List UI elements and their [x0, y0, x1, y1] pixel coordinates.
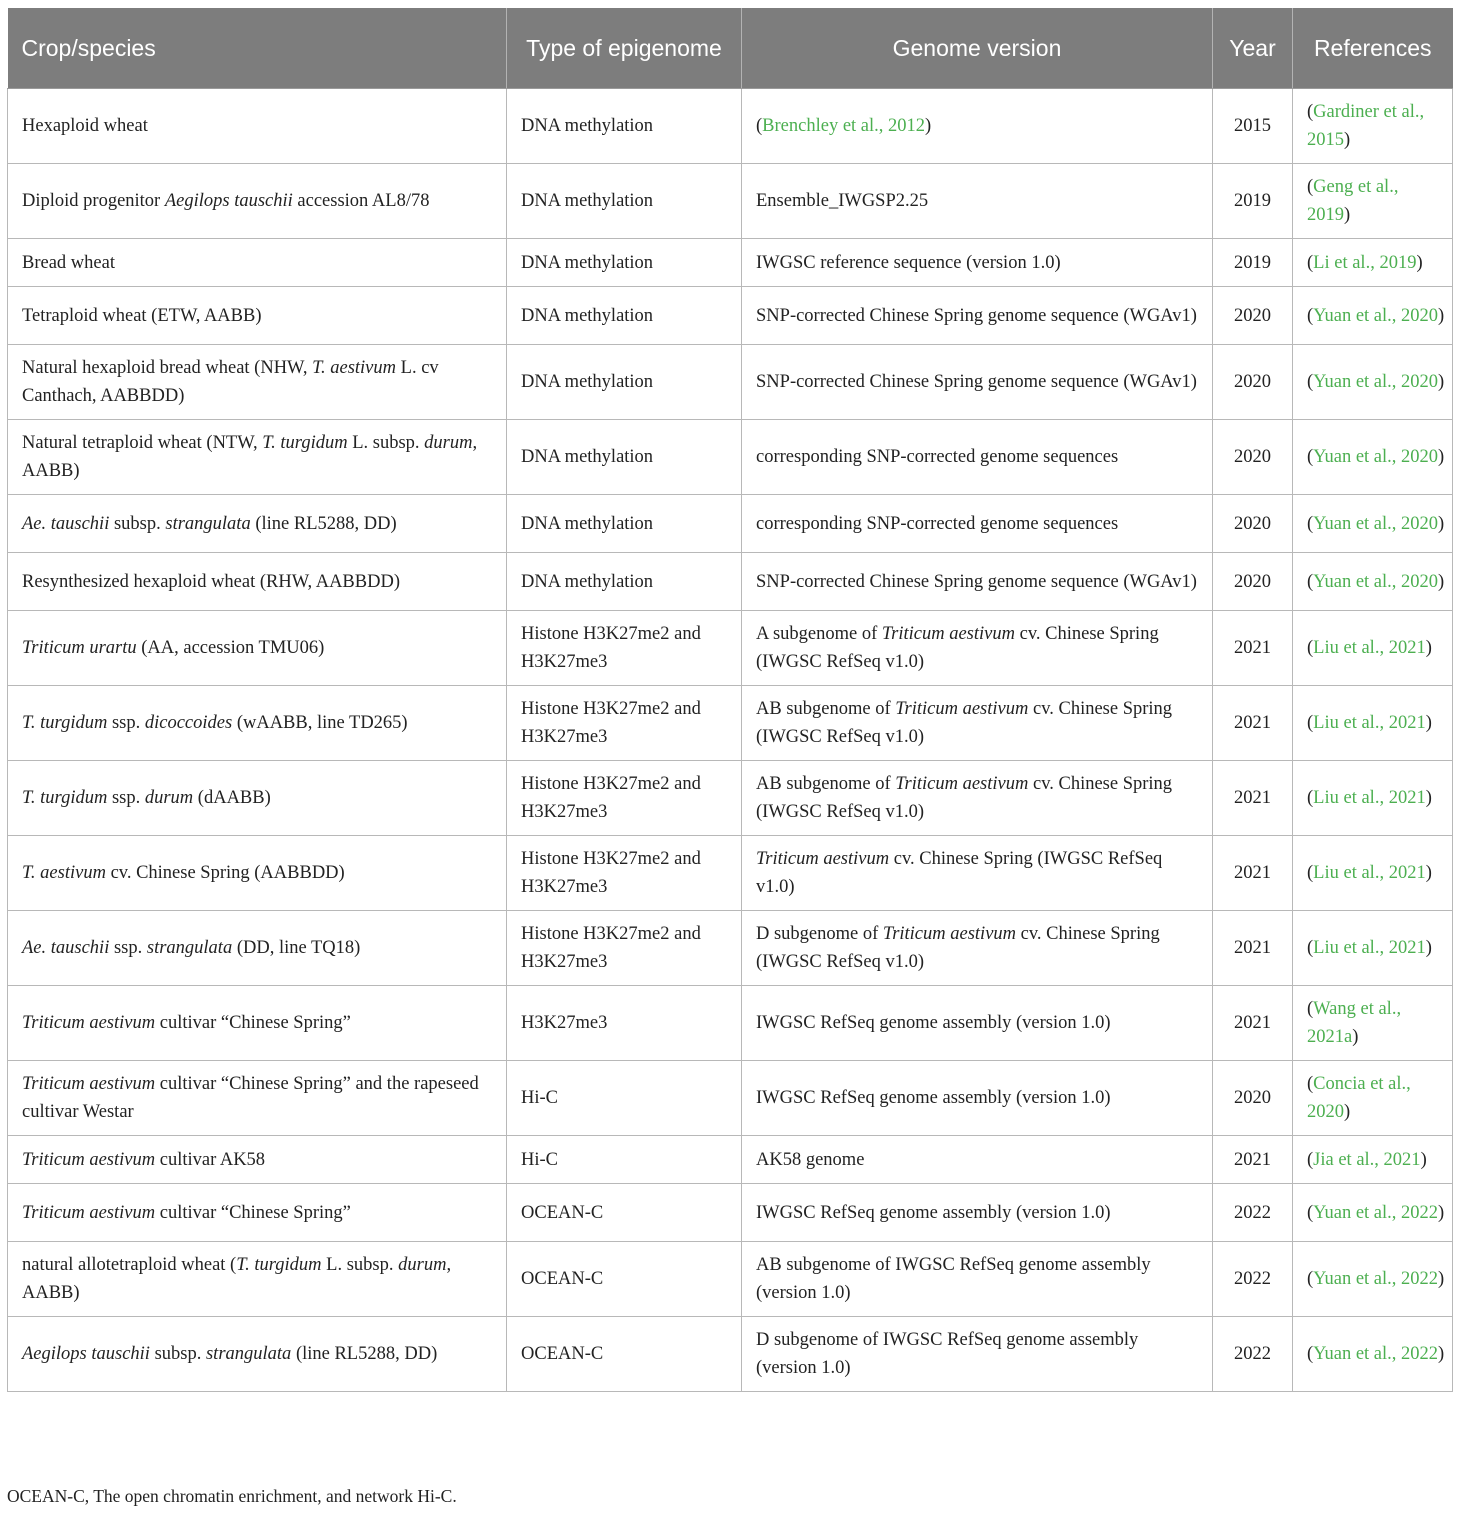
cell-references — [1293, 686, 1453, 761]
text-segment: ) — [1425, 713, 1432, 733]
cell-references — [1293, 986, 1453, 1061]
cell-crop-species — [8, 611, 507, 686]
cell-references — [1293, 1242, 1453, 1317]
cell-year: 2019 — [1213, 164, 1293, 239]
text-segment: ) — [1438, 372, 1445, 392]
text-segment: cv. Chinese Spring (IWGSC RefSeq v1.0) — [756, 774, 1173, 822]
cell-genome-version — [742, 1061, 1213, 1136]
text-segment: ( — [1307, 1344, 1314, 1364]
text-segment: ( — [1307, 1202, 1314, 1223]
cell-year: 2020 — [1213, 495, 1293, 553]
cell-genome-version — [742, 89, 1213, 164]
cell-crop-species — [8, 911, 507, 986]
text-segment: IWGSC RefSeq genome assembly (version 1.0) — [756, 1088, 1111, 1108]
text-segment: Resynthesized hexaploid wheat (RHW, AABBDD) — [22, 571, 400, 592]
text-segment: ) — [1438, 571, 1445, 592]
cell-type-of-epigenome: OCEAN-C — [507, 1242, 742, 1317]
text-segment: ) — [1352, 1027, 1359, 1047]
cell-references — [1293, 1136, 1453, 1184]
reference-link[interactable]: Yuan et al., 2020 — [1313, 513, 1439, 534]
cell-references — [1293, 761, 1453, 836]
cell-year: 2020 — [1213, 420, 1293, 495]
italic-text: Triticum aestivum — [22, 1149, 156, 1170]
text-segment: ) — [1416, 252, 1423, 273]
cell-references — [1293, 611, 1453, 686]
cell-genome-version — [742, 1317, 1213, 1392]
text-segment: ( — [1307, 447, 1314, 467]
text-segment: SNP-corrected Chinese Spring genome sequence (WGAv1) — [756, 571, 1197, 592]
cell-type-of-epigenome: H3K27me3 — [507, 986, 742, 1061]
text-segment: ( — [1307, 305, 1314, 326]
table-row — [8, 836, 1453, 911]
text-segment: Tetraploid wheat (ETW, AABB) — [22, 305, 262, 326]
text-segment: L. subsp. — [347, 433, 425, 453]
text-segment: ( — [1307, 372, 1314, 392]
cell-year: 2021 — [1213, 986, 1293, 1061]
cell-crop-species — [8, 1317, 507, 1392]
text-segment: ) — [1438, 513, 1445, 534]
table-row — [8, 89, 1453, 164]
table-row — [8, 911, 1453, 986]
cell-references — [1293, 1317, 1453, 1392]
cell-genome-version — [742, 345, 1213, 420]
cell-type-of-epigenome: DNA methylation — [507, 89, 742, 164]
text-segment: ) — [1438, 1344, 1445, 1364]
text-segment: ssp. — [107, 713, 145, 733]
text-segment: cultivar “Chinese Spring” — [155, 1202, 351, 1223]
text-segment: ) — [1438, 447, 1445, 467]
text-segment: (DD, line TQ18) — [232, 938, 361, 958]
header-genome-version: Genome version — [742, 8, 1213, 89]
reference-link[interactable]: Geng et al., 2019 — [1307, 177, 1399, 225]
italic-text: Triticum aestivum — [22, 1013, 156, 1033]
table-row — [8, 986, 1453, 1061]
header-type-of-epigenome: Type of epigenome — [507, 8, 742, 89]
text-segment: ( — [1307, 1269, 1314, 1289]
cell-crop-species — [8, 495, 507, 553]
cell-crop-species — [8, 1184, 507, 1242]
italic-text: T. turgidum — [262, 433, 348, 453]
cell-year: 2015 — [1213, 89, 1293, 164]
cell-genome-version — [742, 1242, 1213, 1317]
cell-year: 2020 — [1213, 345, 1293, 420]
cell-year: 2021 — [1213, 611, 1293, 686]
cell-type-of-epigenome: Histone H3K27me2 and H3K27me3 — [507, 761, 742, 836]
cell-genome-version — [742, 239, 1213, 287]
text-segment: ) — [1438, 1269, 1445, 1289]
cell-type-of-epigenome: Hi-C — [507, 1061, 742, 1136]
text-segment: ( — [1307, 713, 1314, 733]
text-segment: ) — [1425, 638, 1432, 658]
cell-genome-version — [742, 420, 1213, 495]
text-segment: ssp. — [107, 788, 145, 808]
cell-year: 2022 — [1213, 1242, 1293, 1317]
cell-genome-version — [742, 287, 1213, 345]
cell-genome-version — [742, 1136, 1213, 1184]
cell-type-of-epigenome: DNA methylation — [507, 164, 742, 239]
text-segment: AB subgenome of — [756, 774, 896, 794]
text-segment: cultivar “Chinese Spring” and the rapeseed cultivar Westar — [22, 1074, 479, 1122]
text-segment: Natural tetraploid wheat (NTW, — [22, 433, 263, 453]
table-row — [8, 239, 1453, 287]
cell-genome-version — [742, 164, 1213, 239]
epigenome-table — [7, 8, 1453, 1392]
cell-references — [1293, 495, 1453, 553]
cell-crop-species — [8, 761, 507, 836]
table-row — [8, 761, 1453, 836]
text-segment: IWGSC reference sequence (version 1.0) — [756, 252, 1061, 273]
cell-type-of-epigenome: Histone H3K27me2 and H3K27me3 — [507, 836, 742, 911]
cell-year: 2021 — [1213, 836, 1293, 911]
table-row — [8, 420, 1453, 495]
reference-link[interactable]: Brenchley et al., 2012 — [762, 116, 926, 136]
cell-year: 2021 — [1213, 1136, 1293, 1184]
cell-references — [1293, 420, 1453, 495]
text-segment: , AABB) — [22, 1255, 452, 1303]
cell-type-of-epigenome: Hi-C — [507, 1136, 742, 1184]
text-segment: subsp. — [149, 1344, 206, 1364]
reference-link[interactable]: Yuan et al., 2022 — [1313, 1202, 1439, 1223]
table-row — [8, 287, 1453, 345]
cell-year: 2021 — [1213, 686, 1293, 761]
text-segment: ) — [1425, 863, 1432, 883]
text-segment: AK58 genome — [756, 1149, 865, 1170]
text-segment: ( — [1307, 102, 1314, 122]
reference-link[interactable]: Liu et al., 2021 — [1313, 863, 1426, 883]
cell-type-of-epigenome: Histone H3K27me2 and H3K27me3 — [507, 611, 742, 686]
cell-crop-species — [8, 420, 507, 495]
cell-type-of-epigenome: DNA methylation — [507, 553, 742, 611]
cell-type-of-epigenome: OCEAN-C — [507, 1317, 742, 1392]
text-segment: D subgenome of IWGSC RefSeq genome assembly (version 1.0) — [756, 1330, 1139, 1378]
italic-text: T. turgidum — [236, 1255, 322, 1275]
text-segment: (line RL5288, DD) — [250, 513, 397, 534]
italic-text: Triticum aestivum — [895, 699, 1029, 719]
reference-link[interactable]: Yuan et al., 2020 — [1313, 571, 1439, 592]
text-segment: ) — [925, 116, 932, 136]
reference-link[interactable]: Liu et al., 2021 — [1313, 938, 1426, 958]
header-row — [8, 8, 1453, 89]
text-segment: cv. Chinese Spring (AABBDD) — [105, 863, 345, 883]
cell-crop-species — [8, 986, 507, 1061]
italic-text: durum — [424, 433, 473, 453]
italic-text: Triticum aestivum — [881, 624, 1015, 644]
text-segment: ( — [1307, 999, 1314, 1019]
text-segment: AB subgenome of IWGSC RefSeq genome assembly (version 1.0) — [756, 1255, 1151, 1303]
reference-link[interactable]: Yuan et al., 2022 — [1313, 1269, 1439, 1289]
text-segment: ( — [1307, 938, 1314, 958]
text-segment: (line RL5288, DD) — [291, 1344, 438, 1364]
italic-text: durum — [398, 1255, 447, 1275]
cell-crop-species — [8, 164, 507, 239]
text-segment: ) — [1438, 1202, 1445, 1223]
italic-text: Aegilops tauschii — [164, 191, 293, 211]
text-segment: IWGSC RefSeq genome assembly (version 1.0) — [756, 1013, 1111, 1033]
header-year: Year — [1213, 8, 1293, 89]
italic-text: Triticum aestivum — [756, 849, 890, 869]
text-segment: cv. Chinese Spring (IWGSC RefSeq v1.0) — [756, 924, 1160, 972]
cell-year: 2021 — [1213, 911, 1293, 986]
table-row — [8, 164, 1453, 239]
reference-link[interactable]: Li et al., 2019 — [1313, 252, 1417, 273]
text-segment: AB subgenome of — [756, 699, 896, 719]
italic-text: T. turgidum — [22, 713, 108, 733]
italic-text: Triticum aestivum — [22, 1202, 156, 1223]
italic-text: Ae. tauschii — [22, 513, 110, 534]
text-segment: ( — [1307, 638, 1314, 658]
italic-text: Triticum urartu — [22, 638, 137, 658]
text-segment: cultivar “Chinese Spring” — [155, 1013, 351, 1033]
cell-type-of-epigenome: DNA methylation — [507, 345, 742, 420]
cell-year: 2022 — [1213, 1184, 1293, 1242]
text-segment: ) — [1420, 1149, 1427, 1170]
text-segment: Natural hexaploid bread wheat (NHW, — [22, 358, 313, 378]
text-segment: ( — [756, 116, 763, 136]
cell-crop-species — [8, 1136, 507, 1184]
reference-link[interactable]: Gardiner et al., 2015 — [1307, 102, 1425, 150]
cell-genome-version — [742, 836, 1213, 911]
italic-text: Triticum aestivum — [895, 774, 1029, 794]
cell-year: 2020 — [1213, 553, 1293, 611]
cell-references — [1293, 1184, 1453, 1242]
text-segment: ) — [1425, 788, 1432, 808]
text-segment: subsp. — [109, 513, 166, 534]
text-segment: ( — [1307, 177, 1314, 197]
cell-type-of-epigenome: DNA methylation — [507, 239, 742, 287]
text-segment: cv. Chinese Spring (IWGSC RefSeq v1.0) — [756, 699, 1173, 747]
cell-genome-version — [742, 1184, 1213, 1242]
text-segment: Ensemble_IWGSP2.25 — [756, 191, 929, 211]
text-segment: Diploid progenitor — [22, 191, 165, 211]
cell-crop-species — [8, 553, 507, 611]
cell-references — [1293, 1061, 1453, 1136]
table-container — [7, 8, 1452, 1392]
text-segment: accession AL8/78 — [292, 191, 430, 211]
cell-type-of-epigenome: DNA methylation — [507, 420, 742, 495]
reference-link[interactable]: Yuan et al., 2020 — [1313, 447, 1439, 467]
text-segment: ( — [1307, 252, 1314, 273]
text-segment: ( — [1307, 863, 1314, 883]
cell-year: 2021 — [1213, 761, 1293, 836]
italic-text: Aegilops tauschii — [22, 1344, 150, 1364]
cell-genome-version — [742, 495, 1213, 553]
text-segment: ( — [1307, 788, 1314, 808]
text-segment: cultivar AK58 — [155, 1149, 266, 1170]
cell-references — [1293, 287, 1453, 345]
header-references: References — [1293, 8, 1453, 89]
text-segment: ( — [1307, 1149, 1314, 1170]
text-segment: , AABB) — [22, 433, 478, 481]
cell-references — [1293, 345, 1453, 420]
cell-crop-species — [8, 239, 507, 287]
cell-year: 2020 — [1213, 287, 1293, 345]
cell-crop-species — [8, 89, 507, 164]
cell-genome-version — [742, 553, 1213, 611]
text-segment: D subgenome of — [756, 924, 883, 944]
reference-link[interactable]: Wang et al., 2021a — [1307, 999, 1402, 1047]
text-segment: corresponding SNP-corrected genome sequences — [756, 513, 1119, 534]
italic-text: Triticum aestivum — [882, 924, 1017, 944]
cell-references — [1293, 239, 1453, 287]
cell-type-of-epigenome: Histone H3K27me2 and H3K27me3 — [507, 686, 742, 761]
cell-crop-species — [8, 345, 507, 420]
italic-text: strangulata — [205, 1344, 292, 1364]
text-segment: Bread wheat — [22, 252, 115, 273]
table-footnote: OCEAN-C, The open chromatin enrichment, and network Hi-C. — [7, 1486, 457, 1506]
cell-crop-species — [8, 1242, 507, 1317]
text-segment: (wAABB, line TD265) — [232, 713, 408, 733]
cell-references — [1293, 911, 1453, 986]
cell-type-of-epigenome: DNA methylation — [507, 495, 742, 553]
text-segment: A subgenome of — [756, 624, 882, 644]
cell-references — [1293, 836, 1453, 911]
italic-text: Triticum aestivum — [22, 1074, 156, 1094]
text-segment: cv. Chinese Spring (IWGSC RefSeq v1.0) — [756, 624, 1159, 672]
text-segment: ssp. — [109, 938, 147, 958]
cell-type-of-epigenome: OCEAN-C — [507, 1184, 742, 1242]
cell-references — [1293, 553, 1453, 611]
text-segment: ) — [1438, 305, 1445, 326]
reference-link[interactable]: Concia et al., 2020 — [1307, 1074, 1411, 1122]
table-row — [8, 1136, 1453, 1184]
text-segment: ( — [1307, 513, 1314, 534]
text-segment: ) — [1344, 130, 1351, 150]
table-row — [8, 1317, 1453, 1392]
cell-crop-species — [8, 686, 507, 761]
text-segment: L. subsp. — [321, 1255, 399, 1275]
header-crop-species: Crop/species — [8, 8, 507, 89]
table-header — [8, 8, 1453, 89]
text-segment: IWGSC RefSeq genome assembly (version 1.0) — [756, 1202, 1111, 1223]
italic-text: durum — [144, 788, 194, 808]
cell-year: 2019 — [1213, 239, 1293, 287]
text-segment: corresponding SNP-corrected genome sequences — [756, 447, 1119, 467]
text-segment: (AA, accession TMU06) — [136, 638, 325, 658]
text-segment: ) — [1344, 1102, 1351, 1122]
cell-genome-version — [742, 611, 1213, 686]
reference-link[interactable]: Liu et al., 2021 — [1313, 638, 1426, 658]
cell-type-of-epigenome: DNA methylation — [507, 287, 742, 345]
cell-genome-version — [742, 986, 1213, 1061]
italic-text: T. turgidum — [22, 788, 108, 808]
text-segment: SNP-corrected Chinese Spring genome sequence (WGAv1) — [756, 372, 1197, 392]
italic-text: T. aestivum — [22, 863, 106, 883]
text-segment: natural allotetraploid wheat ( — [22, 1255, 237, 1275]
reference-link[interactable]: Jia et al., 2021 — [1313, 1149, 1421, 1170]
table-row — [8, 1242, 1453, 1317]
reference-link[interactable]: Yuan et al., 2020 — [1313, 305, 1439, 326]
italic-text: strangulata — [146, 938, 233, 958]
reference-link[interactable]: Liu et al., 2021 — [1313, 713, 1426, 733]
cell-crop-species — [8, 287, 507, 345]
reference-link[interactable]: Liu et al., 2021 — [1313, 788, 1426, 808]
italic-text: Ae. tauschii — [22, 938, 110, 958]
text-segment: (dAABB) — [193, 788, 271, 808]
text-segment: L. cv Canthach, AABBDD) — [22, 358, 439, 406]
cell-year: 2022 — [1213, 1317, 1293, 1392]
table-row — [8, 553, 1453, 611]
text-segment: ) — [1425, 938, 1432, 958]
text-segment: ( — [1307, 571, 1314, 592]
cell-references — [1293, 89, 1453, 164]
text-segment: ( — [1307, 1074, 1314, 1094]
cell-genome-version — [742, 911, 1213, 986]
cell-year: 2020 — [1213, 1061, 1293, 1136]
table-body — [8, 89, 1453, 1392]
text-segment: cv. Chinese Spring (IWGSC RefSeq v1.0) — [756, 849, 1163, 897]
cell-type-of-epigenome: Histone H3K27me2 and H3K27me3 — [507, 911, 742, 986]
cell-crop-species — [8, 836, 507, 911]
table-row — [8, 611, 1453, 686]
table-row — [8, 1061, 1453, 1136]
table-row — [8, 1184, 1453, 1242]
table-row — [8, 495, 1453, 553]
text-segment: Hexaploid wheat — [22, 116, 148, 136]
cell-genome-version — [742, 686, 1213, 761]
table-row — [8, 686, 1453, 761]
italic-text: dicoccoides — [144, 713, 233, 733]
text-segment: ) — [1344, 205, 1351, 225]
reference-link[interactable]: Yuan et al., 2020 — [1313, 372, 1439, 392]
reference-link[interactable]: Yuan et al., 2022 — [1313, 1344, 1439, 1364]
italic-text: T. aestivum — [312, 358, 397, 378]
cell-references — [1293, 164, 1453, 239]
table-row — [8, 345, 1453, 420]
italic-text: strangulata — [165, 513, 251, 534]
text-segment: SNP-corrected Chinese Spring genome sequence (WGAv1) — [756, 305, 1197, 326]
cell-crop-species — [8, 1061, 507, 1136]
cell-genome-version — [742, 761, 1213, 836]
